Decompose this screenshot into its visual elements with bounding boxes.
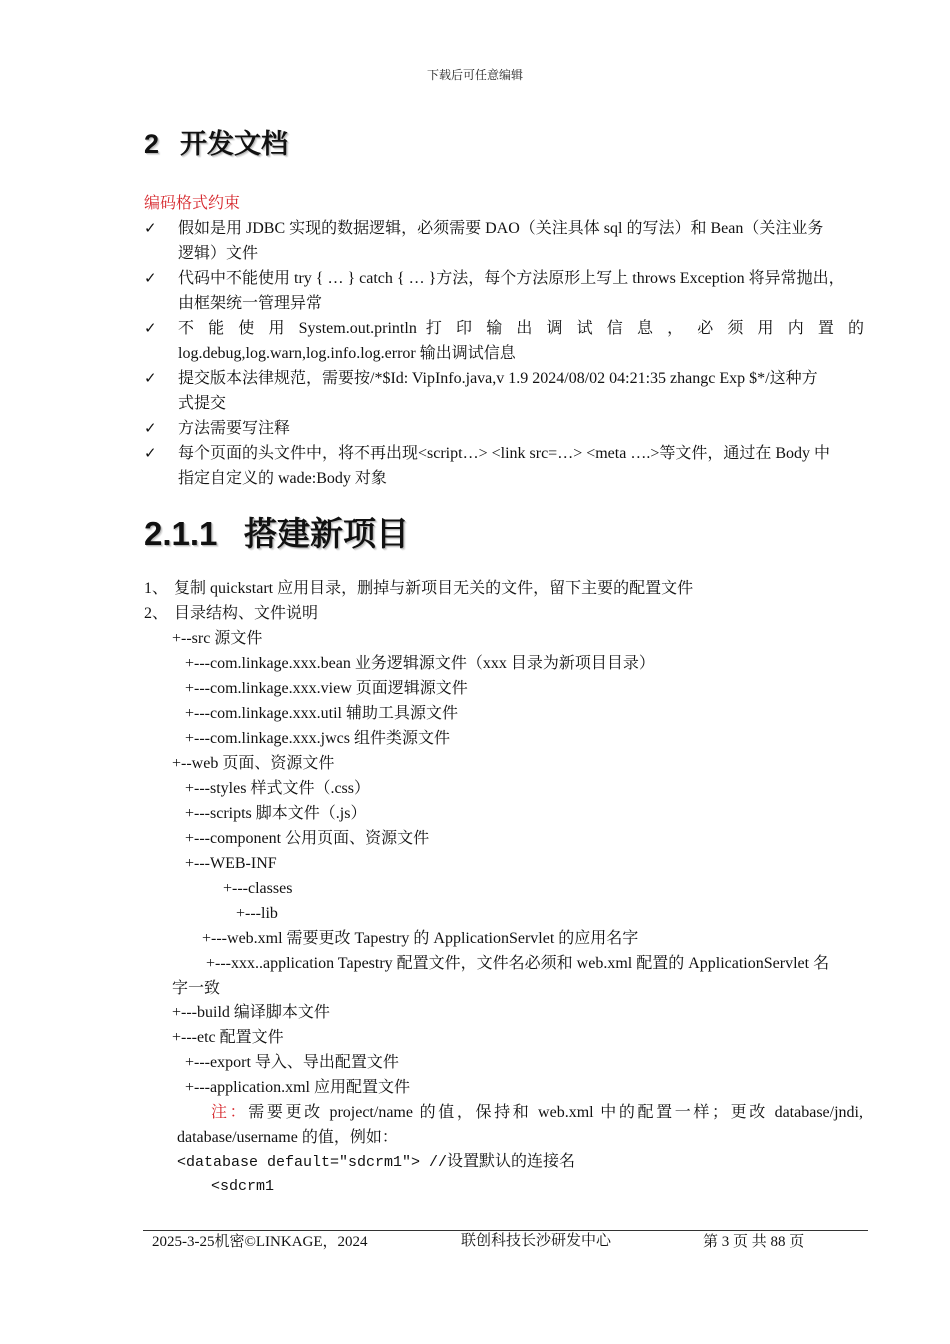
list-item-line: log.debug,log.warn,log.info.log.error 输出调试信息 [178,345,516,362]
list-item-line: 不 能 使 用 System.out.println 打 印 输 出 调 试 信 息 ， 必 须 用 内 置 的 [178,320,864,337]
code-line [177,1149,575,1175]
list-item [144,416,864,441]
tree-application-cont: 字一致 [172,980,221,997]
tree-webinf: +---WEB-INF [185,855,277,872]
step-item [144,601,318,626]
step-number: 2、 [144,605,169,622]
check-icon: ✓ [144,269,157,287]
note-text: 需要更改 project/name 的值，保持和 web.xml 中的配置一样；更改 database/jndi, [248,1104,863,1121]
list-item-line: 指定自定义的 wade:Body 对象 [178,470,387,487]
list-item [144,366,864,416]
coding-heading: 编码格式约束 [144,195,241,212]
list-item [144,216,864,266]
tree-jwcs: +---com.linkage.xxx.jwcs 组件类源文件 [185,730,450,747]
list-item-line: 提交版本法律规范，需要按/*$Id: VipInfo.java,v 1.9 2024/08/02 04:21:35 zhangc Exp $*/这种方 [178,370,818,387]
note-line-2: database/username 的值，例如： [177,1129,398,1146]
list-item-line: 代码中不能使用 try { … } catch { … }方法，每个方法原形上写上 throws Exception 将异常抛出， [178,270,845,287]
list-item [144,316,864,366]
footer-center: 联创科技长沙研发中心 [461,1233,612,1249]
tree-web: +--web 页面、资源文件 [172,755,335,772]
list-item-line: 式提交 [178,395,227,412]
list-item-line: 逻辑）文件 [178,245,259,262]
section-title: 开发文档 [180,129,288,159]
subsection-heading [144,508,409,555]
subsection-number: 2.1.1 [144,515,218,552]
list-item-line: 由框架统一管理异常 [178,295,323,312]
footer-left: 2025-3-25机密©LINKAGE，2024 [152,1234,368,1250]
list-item-line: 每个页面的头文件中，将不再出现<script…> <link src=…> <meta ….>等文件，通过在 Body 中 [178,445,831,462]
tree-view: +---com.linkage.xxx.view 页面逻辑源文件 [185,680,468,697]
tree-util: +---com.linkage.xxx.util 辅助工具源文件 [185,705,458,722]
list-item [144,266,864,316]
section-number: 2 [144,129,160,159]
tree-src: +--src 源文件 [172,630,263,647]
step-text: 复制 quickstart 应用目录，删掉与新项目无关的文件，留下主要的配置文件 [174,580,694,597]
check-icon: ✓ [144,444,157,462]
tree-bean: +---com.linkage.xxx.bean 业务逻辑源文件（xxx 目录为新项目目录） [185,655,655,672]
tree-export: +---export 导入、导出配置文件 [185,1054,399,1071]
step-item [144,576,693,601]
tree-etc: +---etc 配置文件 [172,1029,284,1046]
check-icon: ✓ [144,419,157,437]
tree-component: +---component 公用页面、资源文件 [185,830,430,847]
code-line-2: <sdcrm1 [211,1178,275,1195]
list-item-line: 假如是用 JDBC 实现的数据逻辑，必须需要 DAO（关注具体 sql 的写法）和 Bean（关注业务 [178,220,824,237]
list-item [144,441,864,491]
tree-styles: +---styles 样式文件（.css） [185,780,371,797]
section-heading [144,122,288,161]
tree-classes: +---classes [223,880,293,897]
step-text: 目录结构、文件说明 [174,605,319,622]
check-icon: ✓ [144,219,157,237]
footer-page: 第 3 页 共 88 页 [703,1234,805,1250]
subsection-title: 搭建新项目 [244,515,409,552]
step-number: 1、 [144,580,169,597]
tree-appxml: +---application.xml 应用配置文件 [185,1079,410,1096]
tree-build: +---build 编译脚本文件 [172,1004,330,1021]
header-note: 下载后可任意编辑 [426,68,523,82]
list-item-line: 方法需要写注释 [178,420,291,437]
code-comment: 设置默认的连接名 [447,1153,576,1170]
check-icon: ✓ [144,319,157,337]
tree-webxml: +---web.xml 需要更改 Tapestry 的 ApplicationServlet 的应用名字 [202,930,639,947]
tree-application: +---xxx..application Tapestry 配置文件，文件名必须和 web.xml 配置的 ApplicationServlet 名 [206,955,830,972]
tree-scripts: +---scripts 脚本文件（.js） [185,805,367,822]
note-label: 注： [211,1104,249,1121]
check-icon: ✓ [144,369,157,387]
code-text: <database default="sdcrm1"> // [177,1154,448,1171]
note-line [211,1100,863,1125]
tree-lib: +---lib [236,905,278,922]
